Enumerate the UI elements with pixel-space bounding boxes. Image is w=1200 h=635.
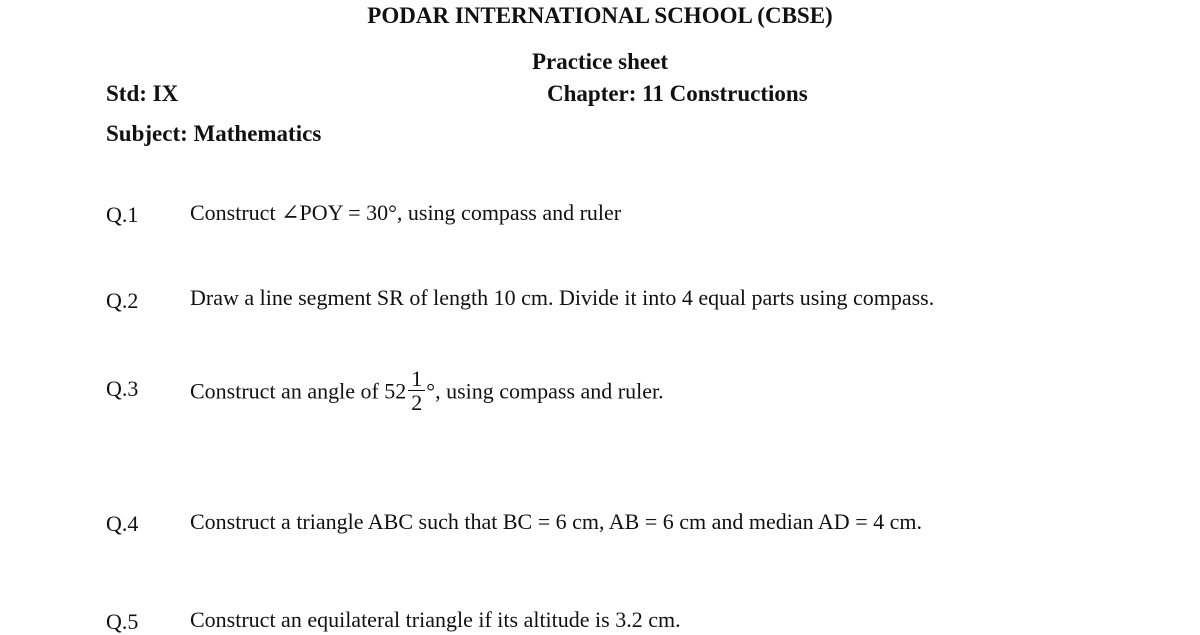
fraction-denominator: 2 bbox=[411, 390, 423, 415]
question-5-text: Construct an equilateral triangle if its altitude is 3.2 cm. bbox=[190, 607, 681, 632]
fraction bbox=[408, 367, 425, 414]
subject-label: Subject bbox=[106, 121, 181, 146]
question-2-text: Draw a line segment SR of length 10 cm. Divide it into 4 equal parts using compass. bbox=[190, 285, 935, 310]
question-3-text bbox=[190, 366, 664, 417]
school-title: PODAR INTERNATIONAL SCHOOL (CBSE) bbox=[367, 3, 833, 28]
sheet-title: Practice sheet bbox=[531, 49, 668, 74]
subject-line bbox=[106, 121, 321, 147]
question-4-text: Construct a triangle ABC such that BC = 6 cm, AB = 6 cm and median AD = 4 cm. bbox=[190, 509, 922, 534]
fraction-numerator: 1 bbox=[408, 367, 425, 391]
question-2-number: Q.2 bbox=[106, 288, 139, 313]
standard-label: Std: IX bbox=[106, 81, 179, 106]
question-5-number: Q.5 bbox=[106, 609, 139, 634]
chapter-label: Chapter: 11 Constructions bbox=[547, 81, 808, 106]
question-3-number: Q.3 bbox=[106, 376, 139, 401]
question-3-text-before: Construct an angle of 52 bbox=[190, 378, 407, 404]
question-1-number: Q.1 bbox=[106, 202, 139, 227]
subject-value: : Mathematics bbox=[180, 121, 322, 146]
question-1-text: Construct ∠POY = 30°, using compass and ruler bbox=[190, 200, 622, 225]
question-4-number: Q.4 bbox=[106, 511, 139, 536]
question-3-text-after: °, using compass and ruler. bbox=[426, 378, 664, 404]
